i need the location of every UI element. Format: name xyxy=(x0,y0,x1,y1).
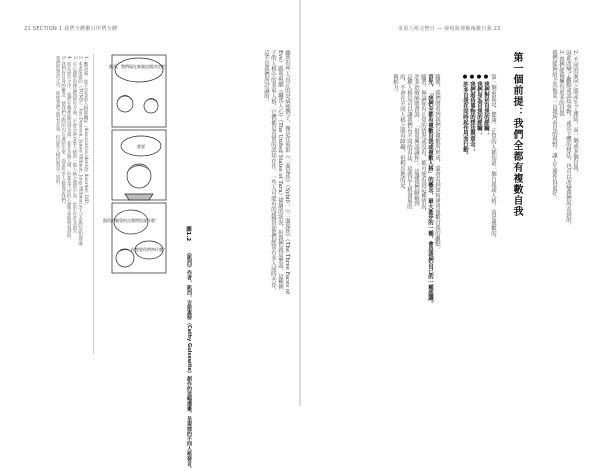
footnote: 1. 應該說，並不是多重人格障礙症（dissociative identity disorder, DID） xyxy=(83,56,88,208)
intro-text xyxy=(448,74,496,364)
footnotes xyxy=(30,56,88,352)
footnote: 3. 在心理學的理論與研究方面，不會分辨多重人格與一般人格之間的不同，當中有許多研究 xyxy=(71,56,77,234)
bullet-item: ● 我們對於自我的經驗； xyxy=(483,74,489,136)
body-line: 隨後，我們將看到我們是複數所形成，還會看到如何運用複數自我的觀點。 xyxy=(434,74,440,253)
footnote: 5. 我們有自身的概念，使我們之間的內在連結出來，而這些多人格都是我們。 xyxy=(60,56,66,207)
cartoon-head xyxy=(127,164,151,188)
bullet-item: ● 我們看待事物的想法與意念； xyxy=(469,74,475,153)
footnote: 4. 而在研究之中，我們在哪裡能找到全部，並非多個人格，但都是不同的心理學家能夠看到的。 xyxy=(66,56,72,242)
bubble-text: 凱西的腦袋的自我們你說什麼！ xyxy=(103,218,159,223)
speech-bubble xyxy=(115,58,163,82)
figure-caption: 《凱西》作者，凱西，吉斯惠特（Cathy Guisewite）創作的這幅漫畫，呈現她的不同人格發言。 xyxy=(186,250,192,471)
body-line: 這種人格是可以讓我們有不同的看法，這就是人格發展的 xyxy=(406,74,412,209)
notes-divider xyxy=(93,54,94,354)
body-line: 子的人格中的多重人格，它們都是真實的認知存在。一些人可能有的感覺是他們經常有多人同時共存， xyxy=(270,50,276,293)
list-line: 因此改變了觀點或認知事物，或其主體的想法，也可以改變我們所看到的。 xyxy=(565,50,571,229)
list-line: 2. 不同的面向之間產生了連結，而一個或多個自我， xyxy=(572,50,578,176)
bubble-text: 凱西，我們現在來做這個決定吧！ xyxy=(109,64,169,69)
footnote: 我們的想法之中，即使我們之間有差異，但這些人格仍然是一致的。 xyxy=(55,56,61,188)
bubble-text: 你想要你們吵什麼？ xyxy=(131,247,167,252)
cartoon-head xyxy=(144,99,158,113)
left-body-text xyxy=(206,50,290,350)
list-line: 3. 我們能夠擁有更多的自我 xyxy=(558,50,564,117)
body-line: 與相力。 xyxy=(392,74,398,96)
body-line: 許多治療師將會說：「很高興認識你」，這讓我們瞭解到 xyxy=(413,74,419,207)
body-line: 首先，「我們全都有複數自我或複數人格」的概念，最大進步的一種，會是我們自己的一種認識。 xyxy=(427,74,433,307)
page-gutter xyxy=(299,0,301,406)
intro-line: 第一個前提是，健康、正常的人都知道一個自我或人格，而是複數的。 xyxy=(490,74,496,242)
cartoon-illustration xyxy=(103,54,169,274)
body-line: 這不是我們所討論的。 xyxy=(263,50,269,104)
body-line: 雖然有些人真正的是病態例子，像是在電影《三面夏娃》（Sybil）、《三面夏娃》（The Three Faces of xyxy=(284,50,290,295)
bubble-text: 我要 xyxy=(137,144,145,149)
left-page-header: 21 SECTION 1 我們全體數目所們全體 xyxy=(24,26,118,32)
chapter-title: 第一個前提：我們全都有複數自我 xyxy=(511,52,522,217)
footnote: 2. 本書所說的（TOMS），Ian Doneson, James Hillman, Jung Hillman 等人文家的認知理論。 xyxy=(77,56,83,250)
bullet-item: ● 我們身為自我的經驗； xyxy=(476,74,482,136)
right-body-text xyxy=(316,74,440,366)
list-line: 我們能夠給予其他某一自我所看見的視野，讓人生運作得更好。 xyxy=(551,50,557,202)
bullet-item: ● 許多自我在同時起作用而行動。 xyxy=(462,74,468,158)
cartoon-head xyxy=(117,96,133,112)
body-line: 隨著，無論你有正常的情況或沒有，都可能看到這種情況， xyxy=(420,74,426,215)
body-line: 的，不會在不同人格之間有障礙，但相反地的是， xyxy=(399,74,405,193)
body-line: Eve）跟電視劇《聯邦人心》（The United States of Tara）描繪的狀況。但我們就這麼說，這種例 xyxy=(277,50,283,290)
figure-number: 圖1.2 xyxy=(185,226,191,242)
right-page-header: 多重人格完整自 — 發現與理解複數自我 22 xyxy=(398,26,501,32)
numbered-list xyxy=(538,50,578,350)
